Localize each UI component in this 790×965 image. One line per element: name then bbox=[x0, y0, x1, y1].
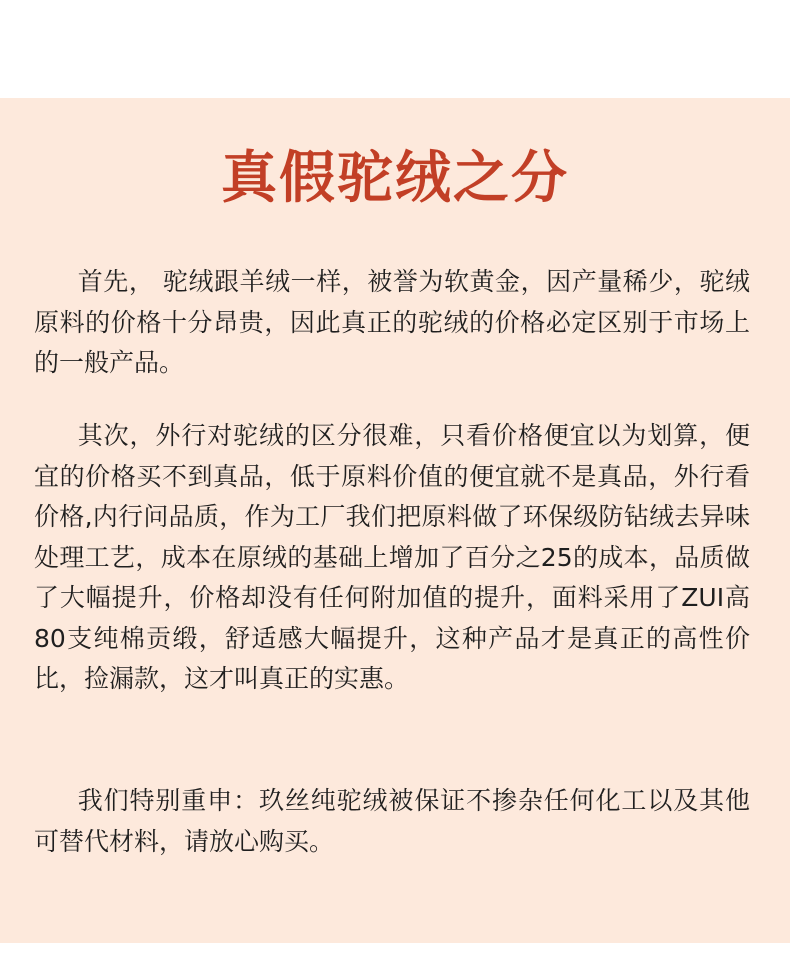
top-white-band bbox=[0, 0, 790, 98]
bottom-white-band bbox=[0, 943, 790, 965]
paragraph-guarantee: 我们特别重申：玖丝纯驼绒被保证不掺杂任何化工以及其他可替代材料，请放心购买。 bbox=[34, 786, 750, 856]
page-title: 真假驼绒之分 bbox=[221, 146, 569, 211]
paragraph-details: 其次，外行对驼绒的区分很难，只看价格便宜以为划算，便宜的价格买不到真品，低于原料价值的便宜就不是真品，外行看价格,内行问品质，作为工厂我们把原料做了环保级防钻绒去异味处理工艺，成本在原绒的基础上增加了百分之25的成本，品质做了大幅提升，价格却没有任何附加值的提升，面料采用了ZUI高80支纯棉贡缎，舒适感大幅提升，这种产品才是真正的高性价比，捡漏款，这才叫真正的实惠。 bbox=[34, 421, 750, 693]
paragraph-intro: 首先， 驼绒跟羊绒一样，被誉为软黄金，因产量稀少，驼绒原料的价格十分昂贵，因此真正的驼绒的价格必定区别于市场上的一般产品。 bbox=[34, 267, 750, 377]
